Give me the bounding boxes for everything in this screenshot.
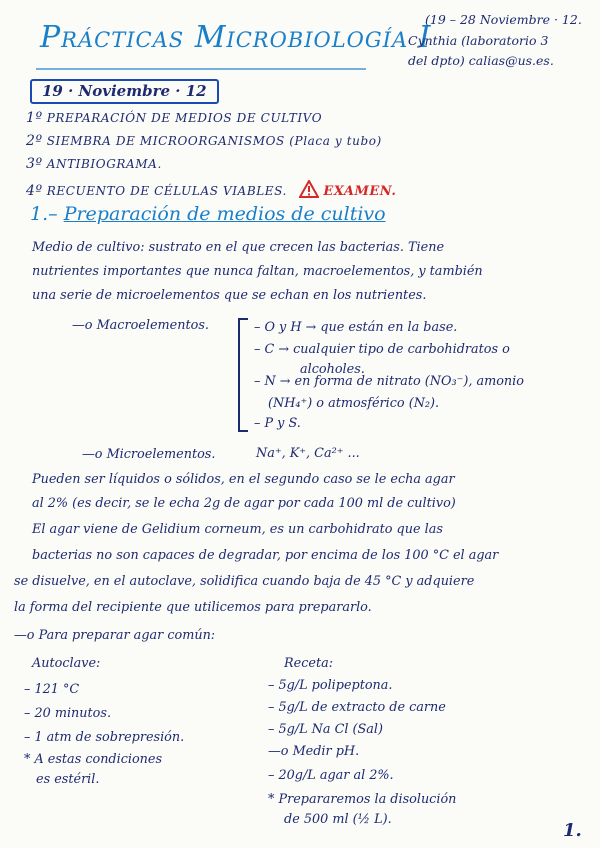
agenda-text: PREPARACIÓN DE MEDIOS DE CULTIVO [46,111,323,125]
agenda-item-1 [26,110,322,126]
macro-item: (NH₄⁺) o atmosférico (N₂). [268,396,440,411]
para2-line-3: se disuelve, en el autoclave, solidifica cuando baja de 45 °C y adquiere [14,574,475,589]
macro-item: – C → cualquier tipo de carbohidratos o [254,342,510,357]
warning-triangle-icon [299,180,319,201]
section-title-text: Preparación de medios de cultivo [63,203,386,225]
agenda-num: 4º [26,183,43,199]
intro-line-1: Medio de cultivo: sustrato en el que crecen las bacterias. Tiene [32,240,445,255]
para1-line-1: Pueden ser líquidos o sólidos, en el segundo caso se le echa agar [32,472,455,487]
recipe-item: * Prepararemos la disolución [268,792,457,807]
agenda-num: 3º [26,156,43,172]
autoclave-item: – 20 minutos. [24,706,112,721]
recipe-item: – 5g/L de extracto de carne [268,700,446,715]
intro-line-3: una serie de microelementos que se echan en los nutrientes. [32,288,427,303]
recipe-item: – 5g/L Na Cl (Sal) [268,722,383,737]
para1-line-2: al 2% (es decir, se le echa 2g de agar por cada 100 ml de cultivo) [32,496,456,511]
exam-label: EXAMEN. [323,184,397,199]
meta-line-2: Cynthia (laboratorio 3 [408,33,549,48]
recipe-item: – 20g/L agar al 2%. [268,768,394,783]
date-label: 19 · Noviembre · 12 [30,79,219,104]
agenda-item-3 [26,156,162,172]
agenda-text: ANTIBIOGRAMA. [46,157,162,171]
macro-item: alcoholes. [300,362,365,377]
macro-label: —o Macroelementos. [72,318,209,333]
para2-line-2: bacterias no son capaces de degradar, por encima de los 100 °C el agar [32,548,499,563]
agenda-item-2 [26,133,382,149]
macro-item: – N → en forma de nitrato (NO₃⁻), amonio [254,374,524,389]
section-number: 1.– [30,203,58,225]
page-number: 1. [563,820,582,841]
recipe-heading: Receta: [284,656,334,671]
meta-line-3: del dpto) calias@us.es. [408,53,554,68]
autoclave-item: * A estas condiciones [24,752,163,767]
title-underline [36,68,366,70]
macro-item: – O y H → que están en la base. [254,320,458,335]
recipe-item: – 5g/L polipeptona. [268,678,393,693]
autoclave-item: es estéril. [36,772,100,787]
meta-line-1: (19 – 28 Noviembre · 12. [425,12,582,27]
autoclave-heading: Autoclave: [32,656,101,671]
agenda-num: 1º [26,110,43,126]
agenda-num: 2º [26,133,43,149]
section-title [30,203,386,225]
agenda-item-4 [26,180,396,201]
para2-line-1: El agar viene de Gelidium corneum, es un carbohidrato que las [32,522,443,537]
common-agar-label: —o Para preparar agar común: [14,628,216,643]
agenda-text: SIEMBRA DE MICROORGANISMOS (Placa y tubo) [46,134,382,148]
page-title: Prácticas Microbiología I [40,20,432,55]
macro-bracket [238,318,248,432]
autoclave-item: – 121 °C [24,682,80,697]
micro-label: —o Microelementos. [82,447,216,462]
micro-values: Na⁺, K⁺, Ca²⁺ ... [256,446,360,461]
recipe-item: de 500 ml (½ L). [284,812,392,827]
macro-item: – P y S. [254,416,301,431]
autoclave-item: – 1 atm de sobrepresión. [24,730,185,745]
agenda-text: RECUENTO DE CÉLULAS VIABLES. [46,184,287,198]
intro-line-2: nutrientes importantes que nunca faltan, macroelementos, y también [32,264,483,279]
para2-line-4: la forma del recipiente que utilicemos para prepararlo. [14,600,372,615]
recipe-item: —o Medir pH. [268,744,360,759]
